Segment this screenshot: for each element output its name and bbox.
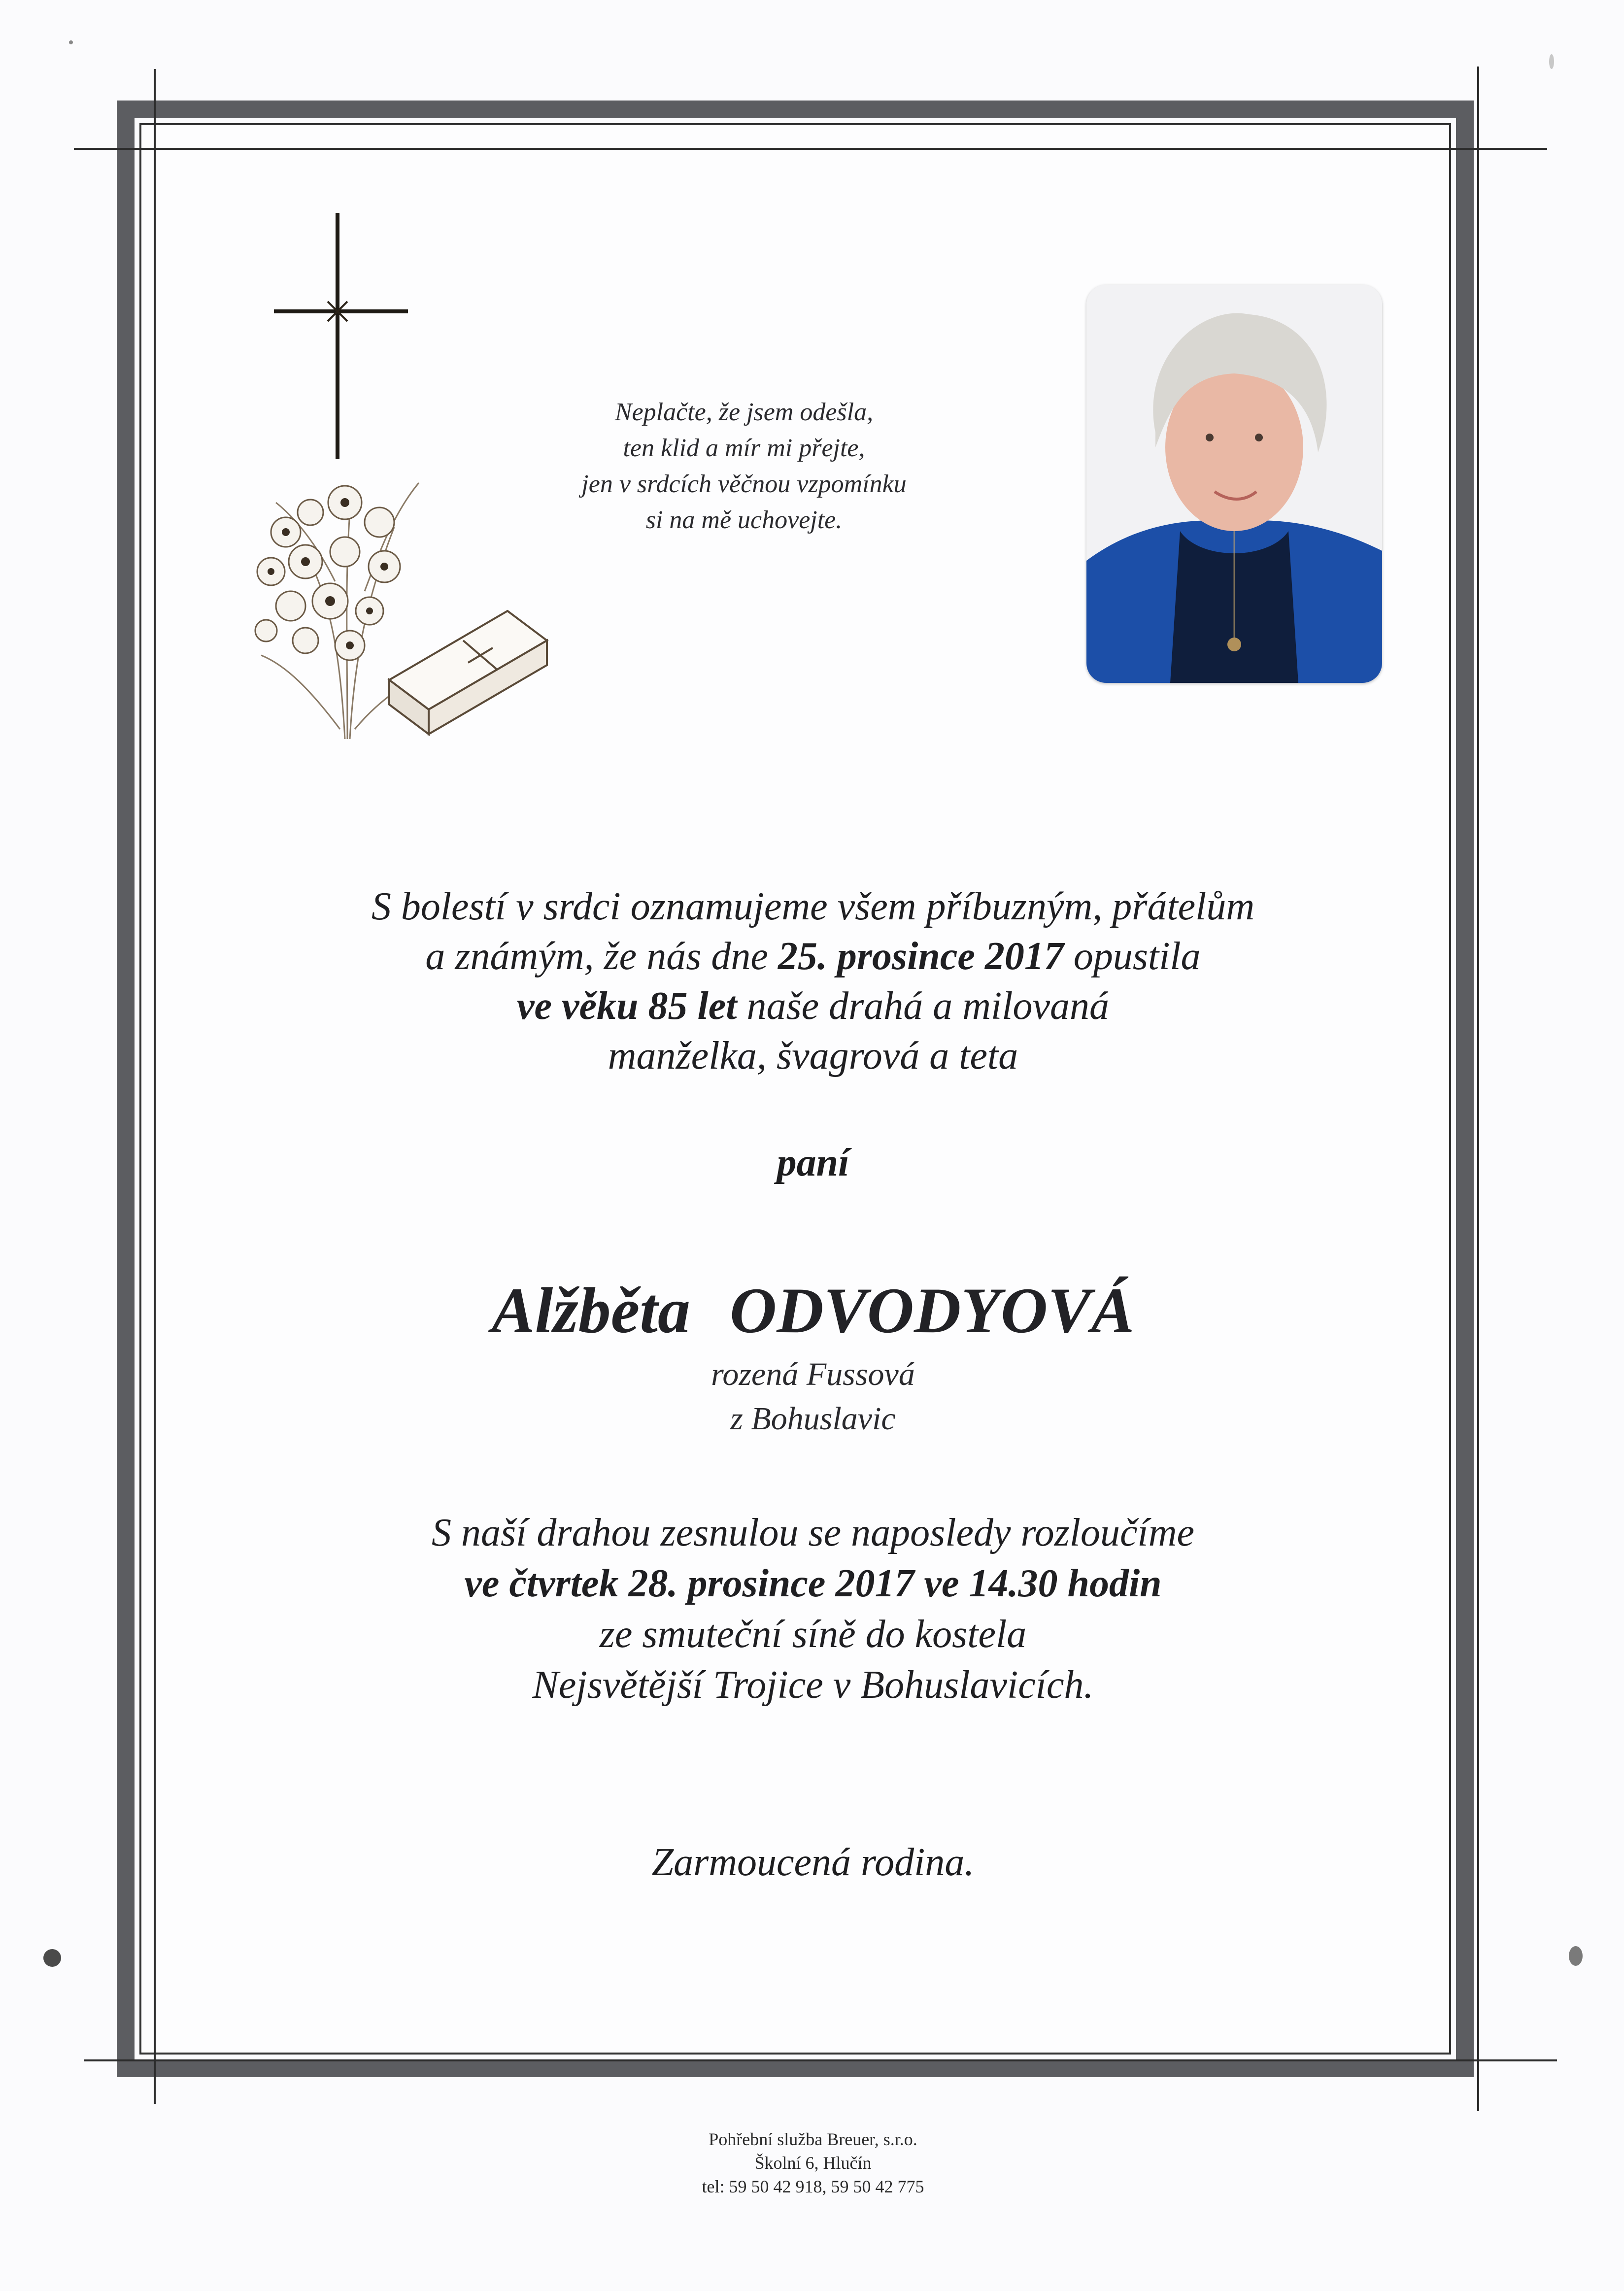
honorific: paní	[777, 1141, 849, 1184]
poem-line: si na mě uchovejte.	[645, 506, 843, 534]
funeral-datetime: ve čtvrtek 28. prosince 2017 ve 14.30 hodin	[464, 1562, 1162, 1605]
funeral-details	[246, 1508, 1380, 1711]
origin: z Bohuslavic	[730, 1401, 896, 1437]
poem-line: Neplačte, že jsem odešla,	[614, 398, 874, 426]
footer-company: Pohřební služba Breuer, s.r.o.	[709, 2129, 917, 2149]
cross-flowers-bible-icon	[232, 207, 567, 759]
first-name: Alžběta	[491, 1274, 690, 1347]
funeral-line-3: ze smuteční síně do kostela	[599, 1613, 1027, 1656]
scan-speck	[1549, 54, 1554, 69]
right-rule	[1477, 67, 1479, 2111]
announcement-line-1: S bolestí v srdci oznamujeme všem příbuzným, přátelům	[371, 885, 1255, 928]
scan-speck	[1569, 1946, 1583, 1966]
last-name: ODVODYOVÁ	[729, 1274, 1135, 1347]
footer-address: Školní 6, Hlučín	[754, 2153, 872, 2173]
announcement	[246, 882, 1380, 1081]
portrait-photo	[1086, 285, 1382, 683]
footer	[611, 2127, 1015, 2198]
announcement-line-2: a známým, že nás dne 25. prosince 2017 opustila	[425, 935, 1201, 978]
scan-speck	[69, 40, 73, 44]
funeral-line-1: S naší drahou zesnulou se naposledy rozloučíme	[431, 1511, 1195, 1554]
top-rule	[74, 148, 1547, 150]
poem-line: jen v srdcích věčnou vzpomínku	[581, 470, 907, 498]
deceased-name	[296, 1274, 1330, 1348]
signature: Zarmoucená rodina.	[651, 1841, 975, 1884]
announcement-line-3: ve věku 85 let naše drahá a milovaná	[517, 984, 1109, 1028]
age: ve věku 85 let	[517, 984, 737, 1028]
left-rule	[154, 69, 156, 2104]
maiden-info	[542, 1352, 1084, 1441]
poem-line: ten klid a mír mi přejte,	[623, 434, 865, 462]
maiden-name: rozená Fussová	[711, 1356, 915, 1392]
scan-speck	[43, 1949, 61, 1967]
poem	[552, 394, 936, 538]
death-date: 25. prosince 2017	[778, 935, 1064, 978]
funeral-line-4: Nejsvětější Trojice v Bohuslavicích.	[532, 1663, 1094, 1707]
bottom-rule	[84, 2059, 1557, 2061]
announcement-line-4: manželka, švagrová a teta	[608, 1034, 1018, 1078]
footer-phone: tel: 59 50 42 918, 59 50 42 775	[702, 2177, 924, 2196]
portrait-image	[1086, 285, 1382, 683]
